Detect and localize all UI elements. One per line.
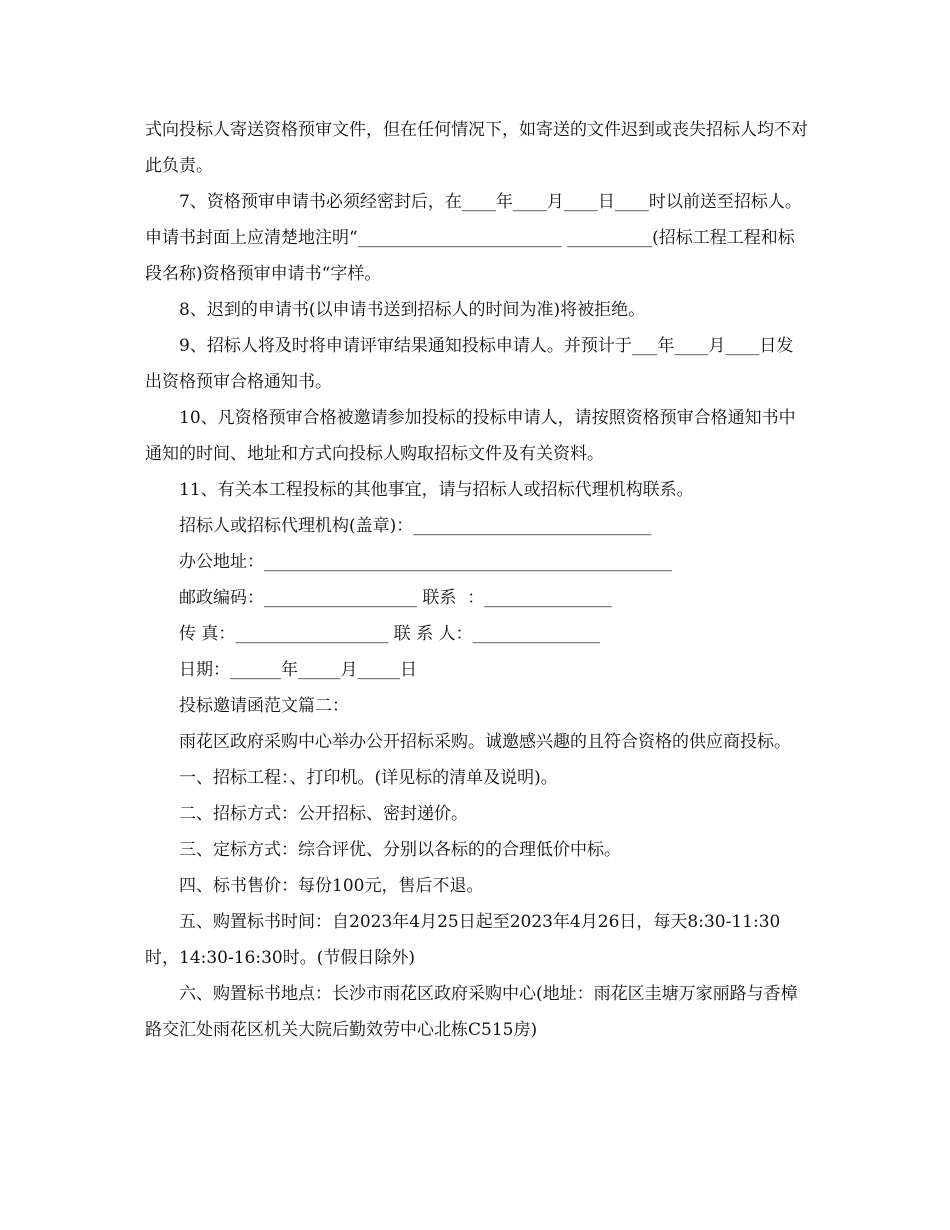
paragraph-purchase-location: 六、购置标书地点：长沙市雨花区政府采购中心(地址：雨花区圭塘万家丽路与香樟路交汇处雨花区机关大院后勤效劳中心北栋C515房) bbox=[145, 984, 798, 1040]
paragraph-item-11: 11、有关本工程投标的其他事宜，请与招标人或招标代理机构联系。 bbox=[179, 480, 694, 500]
paragraph-item-7: 7、资格预审申请书必须经密封后，在____年____月____日____时以前送至招标人。申请书封面上应清楚地注明“________________________ __________(招标工程工程和标段名称)资格预审申请书“字样。 bbox=[145, 192, 802, 284]
field-postal-code-contact: 邮政编码：__________________ 联系 ：_______________ bbox=[179, 588, 612, 608]
paragraph-bid-project: 一、招标工程：、打印机。(详见标的清单及说明)。 bbox=[179, 768, 558, 788]
section-heading-sample-two: 投标邀请函范文篇二： bbox=[179, 696, 349, 716]
paragraph-continuation: 式向投标人寄送资格预审文件，但在任何情况下，如寄送的文件迟到或丧失招标人均不对此负责。 bbox=[145, 120, 808, 176]
paragraph-intro: 雨花区政府采购中心举办公开招标采购。诚邀感兴趣的且符合资格的供应商投标。 bbox=[179, 732, 791, 752]
paragraph-item-9: 9、招标人将及时将申请评审结果通知投标申请人。并预计于___年____月____日发出资格预审合格通知书。 bbox=[145, 336, 794, 392]
field-agency-seal: 招标人或招标代理机构(盖章)：____________________________ bbox=[179, 516, 652, 536]
field-office-address: 办公地址：________________________________________________ bbox=[179, 552, 672, 572]
field-date: 日期：______年_____月_____日 bbox=[179, 660, 417, 680]
paragraph-purchase-time: 五、购置标书时间：自2023年4月25日起至2023年4月26日，每天8:30-11:30时，14:30-16:30时。(节假日除外) bbox=[145, 912, 781, 968]
paragraph-award-method: 三、定标方式：综合评优、分别以各标的的合理低价中标。 bbox=[179, 840, 621, 860]
paragraph-item-10: 10、凡资格预审合格被邀请参加投标的投标申请人，请按照资格预审合格通知书中通知的时间、地址和方式向投标人购取招标文件及有关资料。 bbox=[145, 408, 796, 464]
paragraph-item-8: 8、迟到的申请书(以申请书送到招标人的时间为准)将被拒绝。 bbox=[179, 300, 646, 320]
field-fax-contact-person: 传 真：__________________ 联 系 人：_______________ bbox=[179, 624, 601, 644]
document-body bbox=[145, 112, 810, 1048]
paragraph-bid-method: 二、招标方式：公开招标、密封递价。 bbox=[179, 804, 468, 824]
paragraph-document-price: 四、标书售价：每份100元，售后不退。 bbox=[179, 876, 484, 896]
